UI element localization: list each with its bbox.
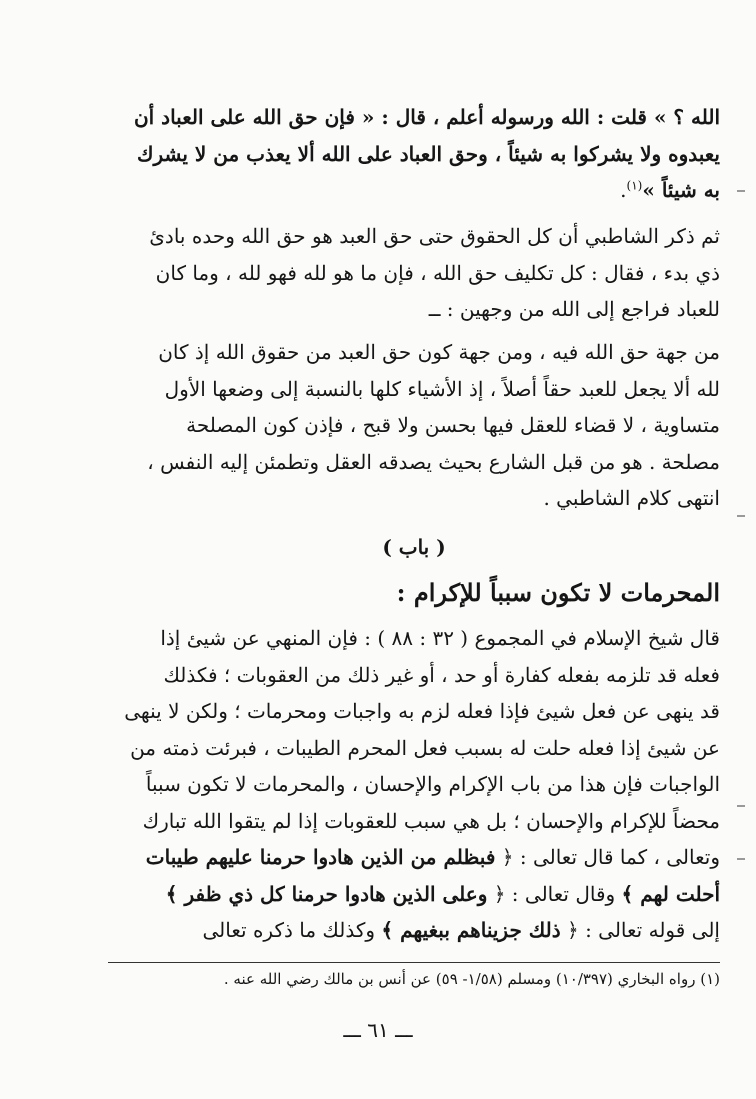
text-line [108, 912, 720, 949]
text-line: الله ؟ » قلت : الله ورسوله أعلم ، قال : « فإن حق الله على العباد أن [133, 105, 720, 129]
chapter-heading: ( باب ) [382, 535, 446, 559]
text-line: يعبدوه ولا يشركوا به شيئاً ، وحق العباد على الله ألا يعذب من لا يشرك [137, 141, 720, 166]
text-line: عن شيئ إذا فعله حلت له بسبب فعل المحرم الطيبات ، فبرئت ذمته من [130, 735, 720, 760]
quran-verse: وعلى الذين هادوا حرمنا كل ذي ظفر ﴾ [165, 881, 488, 906]
text-segment: وتعالى ، كما قال تعالى : ﴿ [501, 845, 720, 869]
margin-mark [737, 190, 745, 192]
text-line [108, 839, 720, 876]
text-segment: إلى قوله تعالى : ﴿ [567, 918, 720, 942]
margin-mark [737, 805, 745, 807]
text-line: انتهى كلام الشاطبي . [543, 486, 720, 510]
text-line: للعباد فراجع إلى الله من وجهين : ــ [428, 297, 720, 321]
quran-verse: ذلك جزيناهم ببغيهم ﴾ [381, 918, 561, 942]
text-line: متساوية ، لا قضاء للعقل فيها بحسن ولا قبح ، فإذن كون المصلحة [186, 413, 720, 437]
text-segment: وكذلك ما ذكره تعالى [202, 918, 376, 942]
section-title: المحرمات لا تكون سبباً للإكرام : [396, 578, 720, 607]
quran-verse: فبظلم من الذين هادوا حرمنا عليهم طيبات [145, 845, 496, 869]
text-line [108, 876, 720, 913]
footnote-divider [108, 962, 720, 963]
footnote: (١) رواه البخاري (١٠/٣٩٧) ومسلم (١/٥٨- ٥٩) عن أنس بن مالك رضي الله عنه . [223, 970, 720, 988]
margin-mark [737, 515, 745, 517]
footnote-ref: (١) [626, 178, 643, 193]
text-line: قال شيخ الإسلام في المجموع ( ٣٢ : ٨٨ ) : فإن المنهي عن شيئ إذا [160, 626, 720, 650]
text-line: ذي بدء ، فقال : كل تكليف حق الله ، فإن ما هو لله فهو لله ، وما كان [155, 260, 720, 285]
text-line: قد ينهى عن فعل شيئ فإذا فعله لزم به واجبات ومحرمات ؛ ولكن لا ينهى [124, 699, 720, 723]
hadith-end: به شيئاً » [642, 178, 720, 202]
margin-mark [737, 858, 745, 860]
text-line: من جهة حق الله فيه ، ومن جهة كون حق العبد من حقوق الله إذ كان [158, 340, 720, 364]
period: . [620, 178, 627, 202]
paragraph-shatibi [108, 218, 720, 328]
text-line: مصلحة . هو من قبل الشارع بحيث يصدقه العقل وتطمئن إليه النفس ، [147, 449, 720, 474]
text-line: فعله قد تلزمه بفعله كفارة أو حد ، أو غير ذلك من العقوبات ؛ فكذلك [163, 662, 720, 687]
text-segment: وقال تعالى : ﴿ [493, 881, 616, 906]
quran-verse: أحلت لهم ﴾ [621, 881, 720, 906]
text-line: محضاً للإكرام والإحسان ؛ بل هي سبب للعقوبات إذا لم يتقوا الله تبارك [142, 808, 720, 833]
text-line: ثم ذكر الشاطبي أن كل الحقوق حتى حق العبد هو حق الله وحده بادئ [149, 224, 720, 248]
paragraph-ibn-taymiyya [108, 620, 720, 949]
text-line: الواجبات فإن هذا من باب الإكرام والإحسان ، والمحرمات لا تكون سبباً [145, 772, 720, 796]
paragraph-hadith [108, 99, 720, 209]
paragraph-two-aspects [108, 334, 720, 517]
text-line: لله ألا يجعل للعبد حقاً أصلاً ، إذ الأشياء كلها بالنسبة إلى وضعها الأول [164, 376, 720, 401]
page-number: ـــ ٦١ ـــ [343, 1018, 413, 1042]
text-line [108, 172, 720, 209]
